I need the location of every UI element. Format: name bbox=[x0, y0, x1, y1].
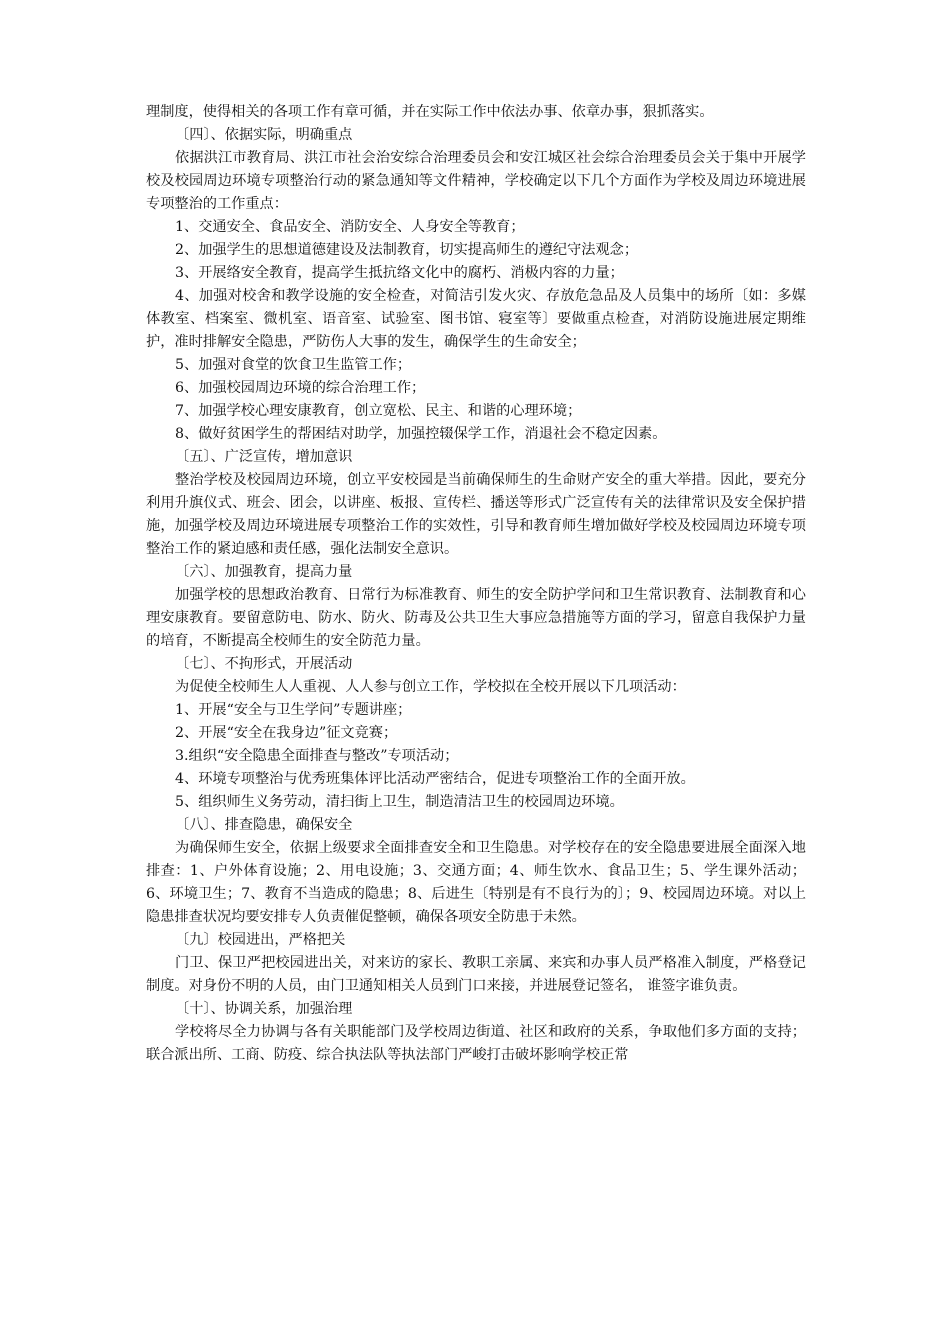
paragraph-continuation: 理制度，使得相关的各项工作有章可循，并在实际工作中依法办事、依章办事，狠抓落实。 bbox=[146, 104, 714, 120]
list-item: 3.组织“安全隐患全面排查与整改”专项活动； bbox=[175, 748, 459, 764]
section-heading-4: 〔四〕、依据实际，明确重点 bbox=[175, 127, 353, 143]
list-item: 4、环境专项整治与优秀班集体评比活动严密结合，促进专项整治工作的全面开放。 bbox=[175, 771, 695, 787]
section-heading-8: 〔八〕、排查隐患，确保安全 bbox=[175, 817, 353, 833]
list-item: 4、加强对校舍和教学设施的安全检查，对简洁引发火灾、存放危急品及人员集中的场所〔如：多媒体教室、档案室、微机室、语音室、试验室、图书馆、寝室等〕要做重点检查，对消防设施进展定期维护，准时排解安全隐患，严防伤人大事的发生，确保学生的生命安全； bbox=[146, 288, 806, 350]
list-item: 2、开展“安全在我身边”征文竞赛； bbox=[175, 725, 398, 741]
section-heading-5: 〔五〕、广泛宣传，增加意识 bbox=[175, 449, 353, 465]
paragraph: 加强学校的思想政治教育、日常行为标准教育、师生的安全防护学问和卫生常识教育、法制教育和心理安康教育。要留意防电、防水、防火、防毒及公共卫生大事应急措施等方面的学习，留意自我保护力量的培育，不断提高全校师生的安全防范力量。 bbox=[146, 587, 806, 649]
list-item: 5、加强对食堂的饮食卫生监管工作； bbox=[175, 357, 412, 373]
section-heading-9: 〔九〕校园进出，严格把关 bbox=[175, 932, 346, 948]
paragraph: 学校将尽全力协调与各有关职能部门及学校周边街道、社区和政府的关系，争取他们多方面的支持；联合派出所、工商、防疫、综合执法队等执法部门严峻打击破坏影响学校正常 bbox=[146, 1024, 806, 1063]
list-item: 8、做好贫困学生的帮困结对助学，加强控辍保学工作，消退社会不稳定因素。 bbox=[175, 426, 667, 442]
paragraph: 依据洪江市教育局、洪江市社会治安综合治理委员会和安江城区社会综合治理委员会关于集中开展学校及校园周边环境专项整治行动的紧急通知等文件精神，学校确定以下几个方面作为学校及周边环境进展专项整治的工作重点： bbox=[146, 150, 806, 212]
list-item: 7、加强学校心理安康教育，创立宽松、民主、和谐的心理环境； bbox=[175, 403, 582, 419]
list-item: 5、组织师生义务劳动，清扫街上卫生，制造清洁卫生的校园周边环境。 bbox=[175, 794, 624, 810]
section-heading-6: 〔六〕、加强教育，提高力量 bbox=[175, 564, 353, 580]
list-item: 1、交通安全、食品安全、消防安全、人身安全等教育； bbox=[175, 219, 525, 235]
section-heading-7: 〔七〕、不拘形式，开展活动 bbox=[175, 656, 353, 672]
list-item: 2、加强学生的思想道德建设及法制教育，切实提高师生的遵纪守法观念； bbox=[175, 242, 639, 258]
paragraph: 为确保师生安全，依据上级要求全面排查安全和卫生隐患。对学校存在的安全隐患要进展全面深入地排查：1、户外体育设施；2、用电设施；3、交通方面；4、师生饮水、食品卫生；5、学生课外活动；6、环境卫生；7、教育不当造成的隐患；8、后进生〔特别是有不良行为的〕；9、校园周边环境。对以上隐患排查状况均要安排专人负责催促整顿，确保各项安全防患于未然。 bbox=[146, 840, 806, 925]
section-heading-10: 〔十〕、协调关系，加强治理 bbox=[175, 1001, 353, 1017]
list-item: 3、开展络安全教育，提高学生抵抗络文化中的腐朽、消极内容的力量； bbox=[175, 265, 624, 281]
paragraph: 整治学校及校园周边环境，创立平安校园是当前确保师生的生命财产安全的重大举措。因此，要充分利用升旗仪式、班会、团会，以讲座、板报、宣传栏、播送等形式广泛宣传有关的法律常识及安全保护措施，加强学校及周边环境进展专项整治工作的实效性，引导和教育师生增加做好学校及校园周边环境专项整治工作的紧迫感和责任感，强化法制安全意识。 bbox=[146, 472, 806, 557]
document-page bbox=[146, 101, 806, 1067]
paragraph: 门卫、保卫严把校园进出关，对来访的家长、教职工亲属、来宾和办事人员严格准入制度，严格登记制度。对身份不明的人员，由门卫通知相关人员到门口来接，并进展登记签名， 谁签字谁负责。 bbox=[146, 955, 806, 994]
paragraph: 为促使全校师生人人重视、人人参与创立工作，学校拟在全校开展以下几项活动： bbox=[175, 679, 686, 695]
list-item: 6、加强校园周边环境的综合治理工作； bbox=[175, 380, 426, 396]
list-item: 1、开展“安全与卫生学问”专题讲座； bbox=[175, 702, 412, 718]
